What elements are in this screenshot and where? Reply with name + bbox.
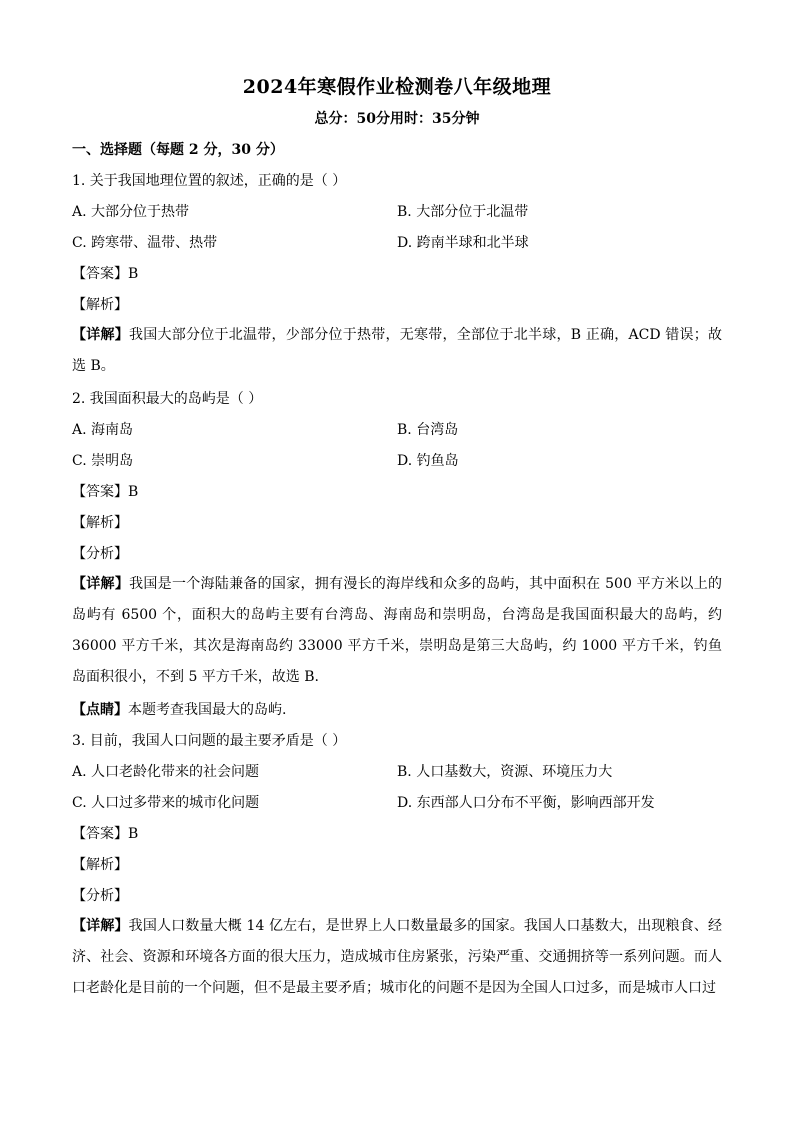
question-2-option-c: C. 崇明岛: [72, 453, 134, 469]
question-3-fenxi: 【分析】: [72, 888, 128, 904]
question-2-answer: 【答案】B: [72, 484, 139, 500]
question-1-analysis: 【解析】: [72, 297, 128, 313]
question-2-detail: [72, 569, 722, 693]
question-2-note-tag: 【点睛】: [72, 702, 128, 718]
question-2-option-a: A. 海南岛: [72, 422, 134, 438]
question-1-option-c: C. 跨寒带、温带、热带: [72, 235, 218, 251]
question-3-option-a: A. 人口老龄化带来的社会问题: [72, 764, 260, 780]
question-3-answer: 【答案】B: [72, 826, 139, 842]
page-subtitle: 总分：50分用时：35分钟: [314, 111, 480, 127]
question-3-detail-text: 我国人口数量大概 14 亿左右，是世界上人口数量最多的国家。我国人口基数大，出现粮食、经济、社会、资源和环境各方面的很大压力，造成城市住房紧张，污染严重、交通拥挤等一系列问题。而人口老龄化是目前的一个问题，但不是最主要矛盾；城市化的问题不是因为全国人口过多，而是城市人口过: [72, 918, 723, 996]
question-3-option-b: B. 人口基数大，资源、环境压力大: [397, 764, 613, 780]
question-3-detail: [72, 911, 722, 1004]
question-2-detail-text: 我国是一个海陆兼备的国家，拥有漫长的海岸线和众多的岛屿，其中面积在 500 平方米以上的岛屿有 6500 个，面积大的岛屿主要有台湾岛、海南岛和崇明岛，台湾岛是我国面积最大的岛屿，约 36000 平方千米，其次是海南岛约 33000 平方千米，崇明岛是第三大岛屿，约 1000 平方千米，钓鱼岛面积很小，不到 5 平方千米，故选 B.: [72, 576, 722, 685]
question-3-option-d: D. 东西部人口分布不平衡，影响西部开发: [397, 795, 655, 811]
question-1-stem: 1. 关于我国地理位置的叙述，正确的是（ ）: [72, 173, 347, 189]
question-1-option-b: B. 大部分位于北温带: [397, 204, 529, 220]
question-1-option-a: A. 大部分位于热带: [72, 204, 190, 220]
question-1-answer: 【答案】B: [72, 266, 139, 282]
section-heading: 一、选择题（每题 2 分，30 分）: [72, 142, 284, 158]
question-2-stem: 2. 我国面积最大的岛屿是（ ）: [72, 391, 263, 407]
question-2-detail-tag: 【详解】: [72, 576, 130, 592]
question-1-detail: [72, 320, 722, 382]
question-1-option-d: D. 跨南半球和北半球: [397, 235, 529, 251]
question-2-option-d: D. 钓鱼岛: [397, 453, 459, 469]
question-1-detail-text: 我国大部分位于北温带，少部分位于热带，无寒带，全部位于北半球，B 正确，ACD 错误；故选 B。: [72, 327, 723, 374]
page-title: 2024年寒假作业检测卷八年级地理: [242, 76, 552, 98]
question-2-fenxi: 【分析】: [72, 546, 128, 562]
question-2-analysis: 【解析】: [72, 515, 128, 531]
question-3-detail-tag: 【详解】: [72, 918, 129, 934]
question-1-detail-tag: 【详解】: [72, 327, 130, 343]
question-2-note-text: 本题考查我国最大的岛屿.: [128, 702, 287, 718]
question-2-option-b: B. 台湾岛: [397, 422, 459, 438]
question-3-analysis: 【解析】: [72, 857, 128, 873]
question-3-option-c: C. 人口过多带来的城市化问题: [72, 795, 260, 811]
question-2-note: [72, 700, 286, 720]
question-3-stem: 3. 目前，我国人口问题的最主要矛盾是（ ）: [72, 733, 347, 749]
